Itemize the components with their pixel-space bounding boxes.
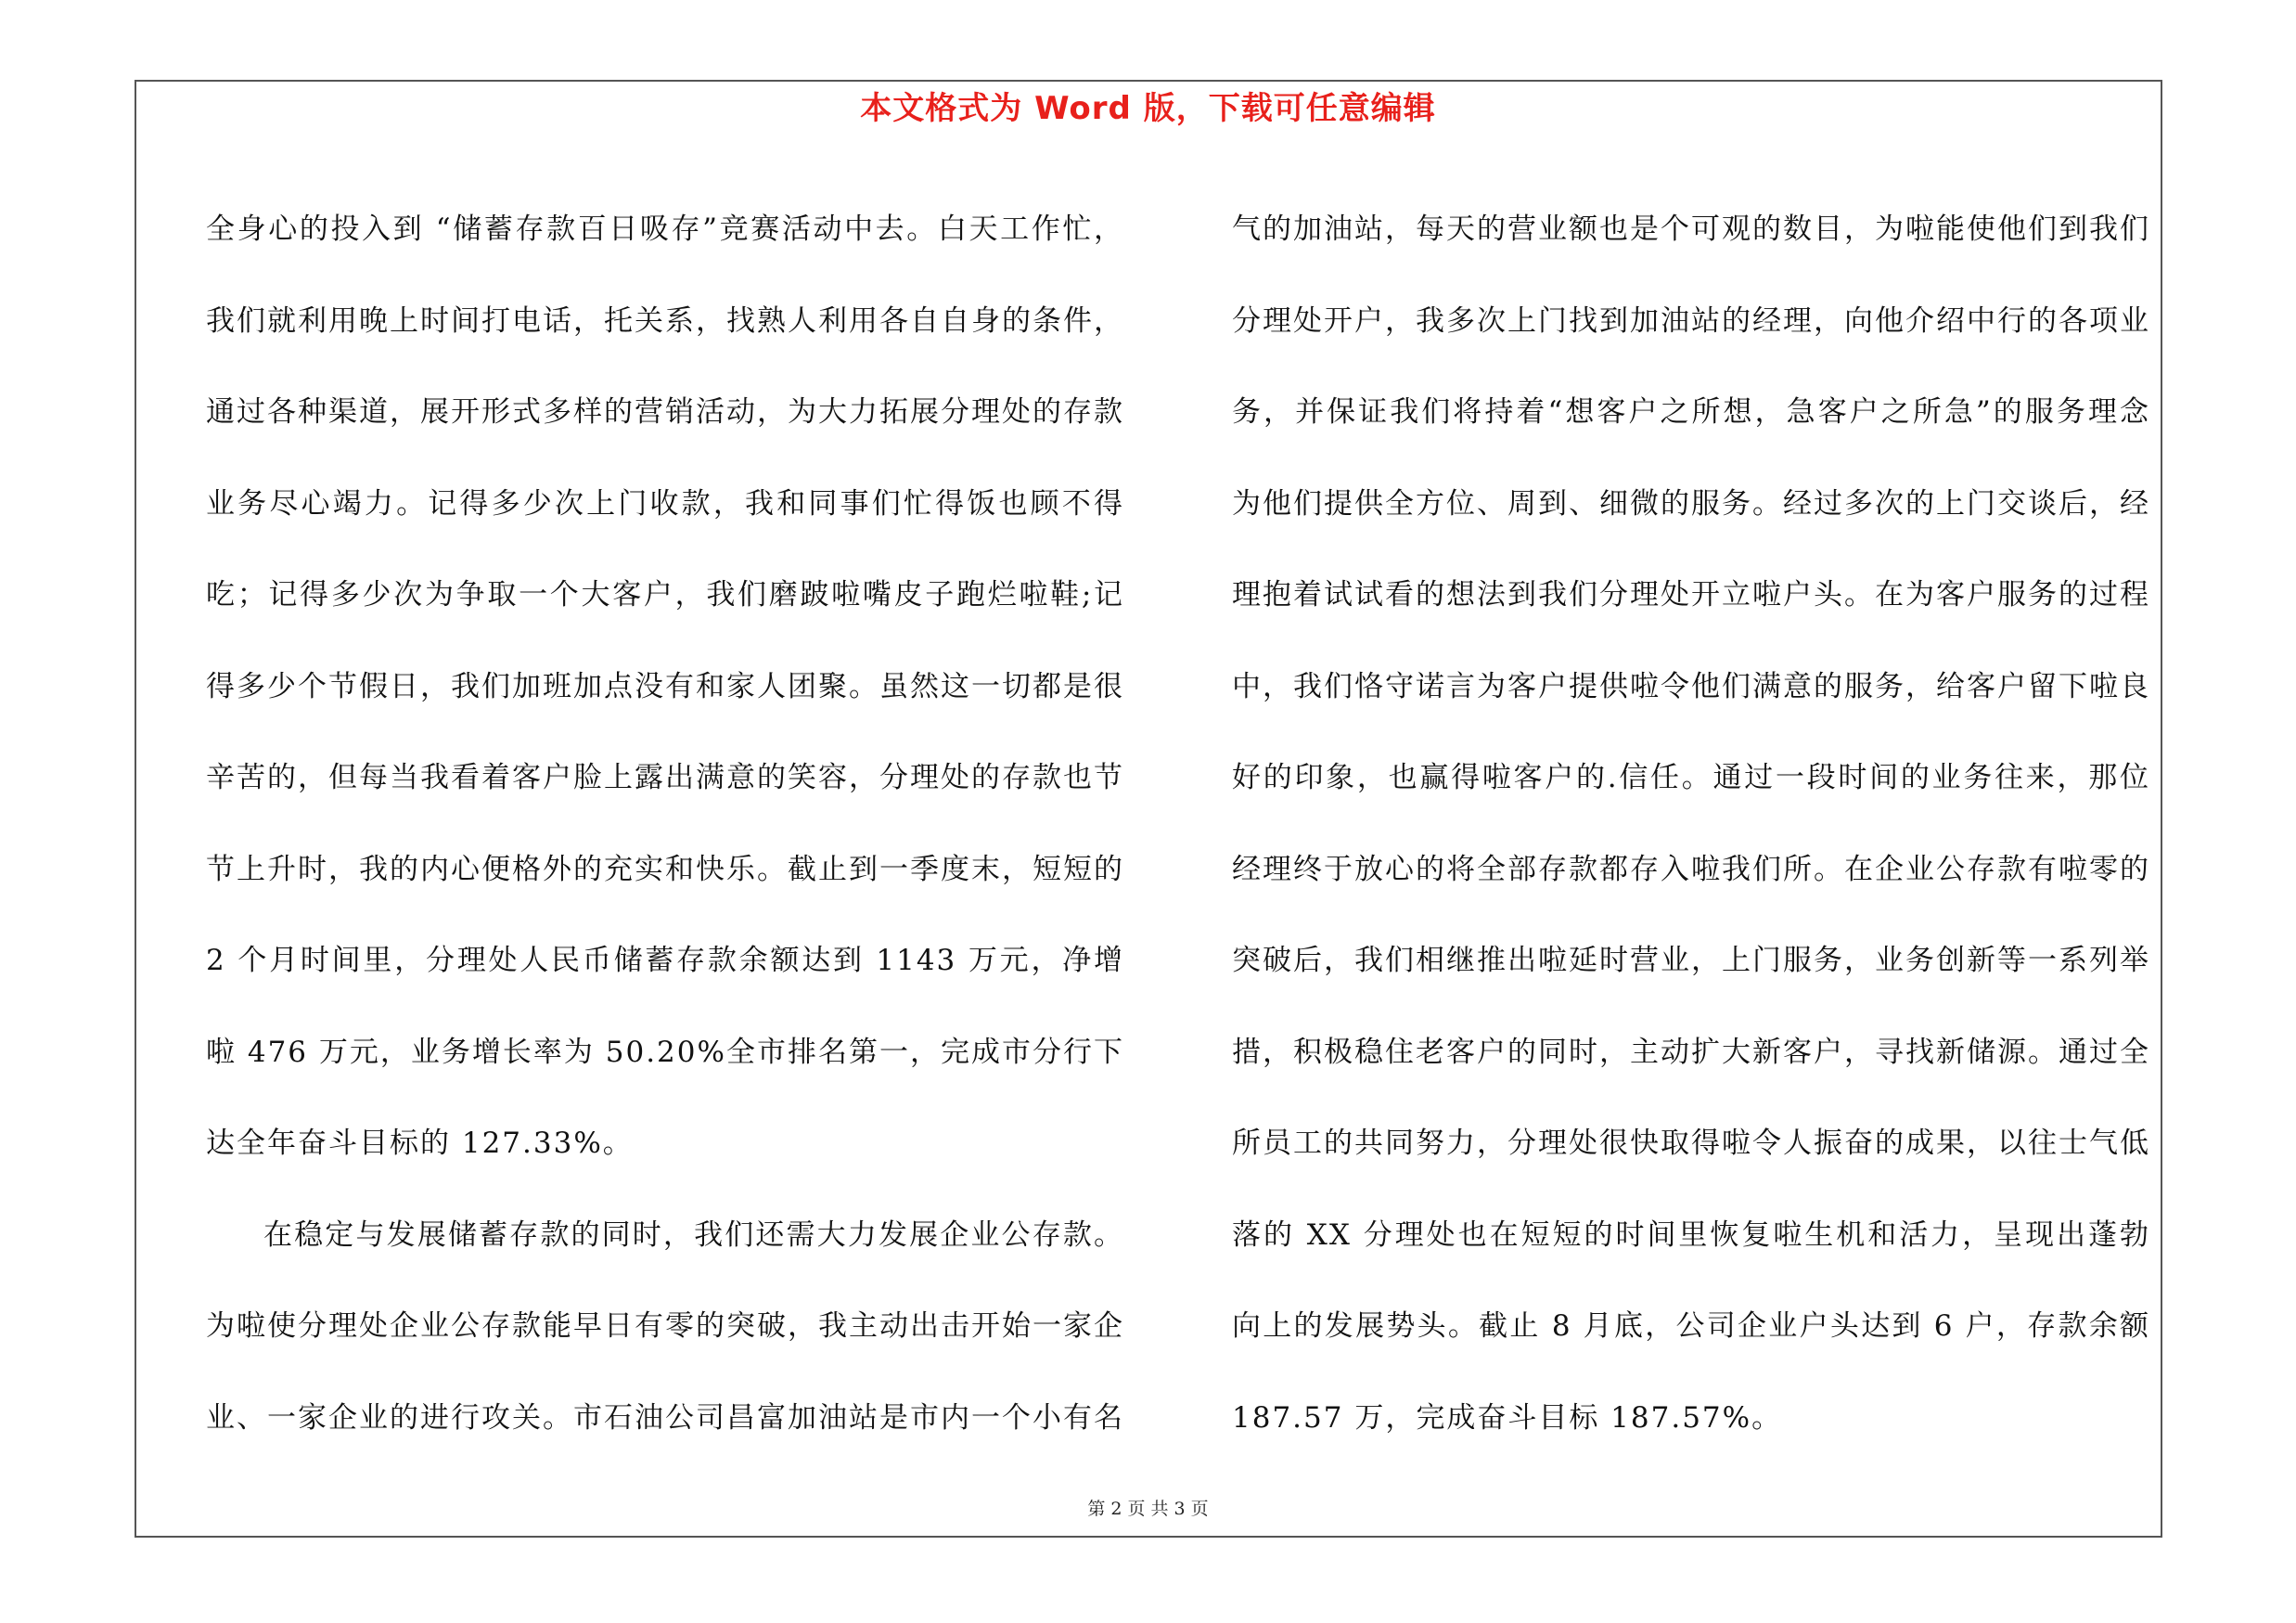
- left-column: [206, 184, 1124, 1463]
- left-paragraph-1: 全身心的投入到 “储蓄存款百日吸存”竞赛活动中去。白天工作忙，我们就利用晚上时间打电话，托关系，找熟人利用各自自身的条件，通过各种渠道，展开形式多样的营销活动，为大力拓展分理处的存款业务尽心竭力。记得多少次上门收款，我和同事们忙得饭也顾不得吃；记得多少次为争取一个大客户，我们磨跛啦嘴皮子跑烂啦鞋;记得多少个节假日，我们加班加点没有和家人团聚。虽然这一切都是很辛苦的，但每当我看着客户脸上露出满意的笑容，分理处的存款也节节上升时，我的内心便格外的充实和快乐。截止到一季度末，短短的 2 个月时间里，分理处人民币储蓄存款余额达到 1143 万元，净增啦 476 万元，业务增长率为 50.20%全市排名第一，完成市分行下达全年奋斗目标的 127.33%。: [206, 213, 1124, 1160]
- right-column: [1232, 184, 2150, 1463]
- header-banner: 本文格式为 Word 版，下载可任意编辑: [860, 90, 1436, 127]
- right-paragraph-1: 气的加油站，每天的营业额也是个可观的数目，为啦能使他们到我们分理处开户，我多次上门找到加油站的经理，向他介绍中行的各项业务，并保证我们将持着“想客户之所想，急客户之所急”的服务理念为他们提供全方位、周到、细微的服务。经过多次的上门交谈后，经理抱着试试看的想法到我们分理处开立啦户头。在为客户服务的过程中，我们恪守诺言为客户提供啦令他们满意的服务，给客户留下啦良好的印象，也赢得啦客户的.信任。通过一段时间的业务往来，那位经理终于放心的将全部存款都存入啦我们所。在企业公存款有啦零的突破后，我们相继推出啦延时营业，上门服务，业务创新等一系列举措，积极稳住老客户的同时，主动扩大新客户，寻找新储源。通过全所员工的共同努力，分理处很快取得啦令人振奋的成果，以往士气低落的 XX 分理处也在短短的时间里恢复啦生机和活力，呈现出蓬勃向上的发展势头。截止 8 月底，公司企业户头达到 6 户，存款余额 187.57 万，完成奋斗目标 187.57%。: [1232, 213, 2150, 1435]
- left-paragraph-2: 在稳定与发展储蓄存款的同时，我们还需大力发展企业公存款。为啦使分理处企业公存款能早日有零的突破，我主动出击开始一家企业、一家企业的进行攻关。市石油公司昌富加油站是市内一个小有名: [206, 1217, 1124, 1435]
- page-footer: 第 2 页 共 3 页: [1087, 1499, 1209, 1519]
